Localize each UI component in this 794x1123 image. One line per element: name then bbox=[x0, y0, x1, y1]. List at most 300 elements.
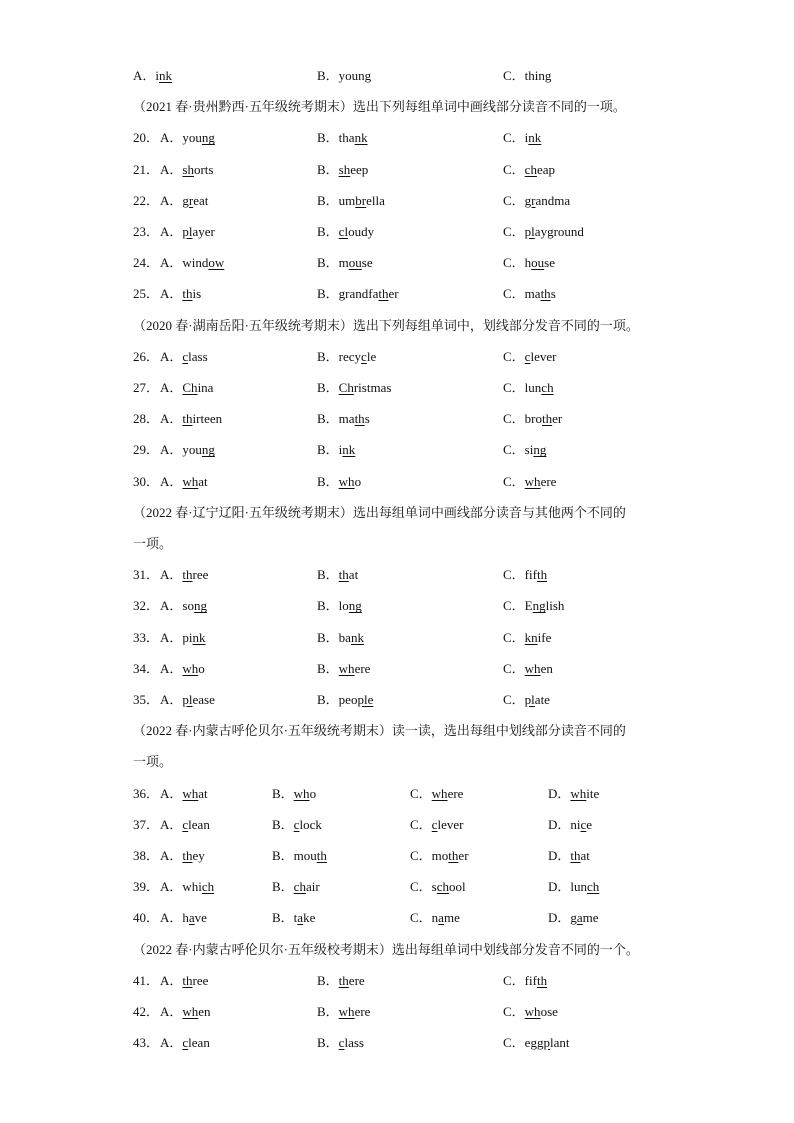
option-letter: B． bbox=[317, 567, 339, 583]
underlined-part: wh bbox=[338, 660, 355, 676]
option-letter: B． bbox=[272, 879, 294, 895]
underlined-part: p bbox=[543, 1035, 550, 1051]
underlined-part: th bbox=[182, 972, 193, 988]
question-row bbox=[0, 689, 794, 711]
word-part: me bbox=[582, 910, 599, 926]
answer-option bbox=[317, 970, 365, 992]
underlined-part: ple bbox=[357, 692, 374, 707]
word-part: ve bbox=[194, 910, 207, 926]
word-part: en bbox=[540, 660, 553, 676]
option-letter: A． bbox=[160, 1035, 183, 1051]
option-letter: B． bbox=[317, 629, 339, 645]
option-letter: A． bbox=[160, 660, 183, 676]
underlined-part: ou bbox=[531, 255, 545, 271]
question-row bbox=[0, 439, 794, 461]
underlined-part: wh bbox=[293, 785, 310, 801]
option-letter: C． bbox=[503, 161, 525, 177]
underlined-part: th bbox=[316, 848, 327, 863]
word-part: lun bbox=[570, 879, 588, 895]
option-letter: B． bbox=[317, 161, 339, 177]
answer-option bbox=[133, 65, 172, 87]
answer-option bbox=[317, 595, 362, 617]
word-part: h bbox=[524, 255, 532, 271]
underlined-part: ch bbox=[201, 879, 215, 895]
word-part: is bbox=[192, 286, 202, 302]
underlined-part: wh bbox=[182, 473, 199, 489]
section-heading: 一项。 bbox=[133, 536, 173, 551]
answer-option bbox=[317, 1032, 364, 1054]
answer-option bbox=[160, 471, 208, 493]
question-number: 39． bbox=[133, 879, 160, 895]
answer-option bbox=[160, 845, 205, 867]
word-part: ni bbox=[570, 816, 581, 832]
answer-option bbox=[160, 595, 207, 617]
answer-option bbox=[272, 907, 315, 929]
underlined-part: a bbox=[576, 910, 583, 926]
word-part: orts bbox=[193, 161, 214, 177]
answer-option bbox=[503, 127, 541, 149]
underlined-part: c bbox=[524, 348, 531, 364]
question-number: 21． bbox=[133, 161, 160, 177]
question-number: 37． bbox=[133, 816, 160, 832]
underlined-part: wh bbox=[338, 1004, 355, 1019]
word-part: peo bbox=[338, 692, 358, 707]
option-letter: C． bbox=[503, 1004, 525, 1019]
word-part: ool bbox=[449, 879, 466, 895]
underlined-part: c bbox=[338, 1035, 345, 1051]
word-part: i bbox=[338, 442, 343, 458]
option-letter: C． bbox=[410, 816, 432, 832]
question-number: 43． bbox=[133, 1035, 160, 1051]
section-heading-line bbox=[0, 751, 794, 773]
answer-option bbox=[503, 471, 556, 493]
answer-option bbox=[317, 127, 368, 149]
answer-option bbox=[317, 627, 364, 649]
word-part: ate bbox=[534, 692, 550, 707]
underlined-part: ch bbox=[524, 161, 537, 177]
option-letter: C． bbox=[503, 598, 525, 614]
option-letter: D． bbox=[548, 879, 571, 895]
word-part: andma bbox=[535, 192, 571, 208]
options-row bbox=[0, 65, 794, 87]
question-row bbox=[0, 1001, 794, 1023]
word-part: ife bbox=[537, 629, 552, 645]
question-row bbox=[0, 252, 794, 274]
word-part: o bbox=[309, 785, 317, 801]
underlined-part: th bbox=[540, 286, 551, 302]
underlined-part: th bbox=[570, 848, 581, 863]
answer-option bbox=[160, 283, 201, 305]
word-part: lass bbox=[344, 1035, 364, 1051]
underlined-part: ng bbox=[533, 442, 547, 458]
answer-option bbox=[317, 689, 373, 711]
word-part: i bbox=[524, 130, 529, 146]
option-letter: D． bbox=[548, 848, 571, 863]
question-row bbox=[0, 627, 794, 649]
underlined-part: ng bbox=[201, 442, 215, 458]
word-part: air bbox=[305, 879, 320, 895]
option-letter: C． bbox=[503, 68, 525, 83]
underlined-part: ng bbox=[193, 598, 207, 614]
answer-option bbox=[317, 221, 374, 243]
option-letter: B． bbox=[272, 816, 294, 832]
question-number: 23． bbox=[133, 224, 160, 239]
question-row bbox=[0, 783, 794, 805]
word-part: lun bbox=[524, 380, 542, 395]
word-part: n bbox=[431, 910, 439, 926]
option-letter: A． bbox=[160, 910, 183, 926]
answer-option bbox=[317, 252, 373, 274]
option-letter: B． bbox=[317, 348, 339, 364]
question-row bbox=[0, 845, 794, 867]
underlined-part: wh bbox=[524, 660, 541, 676]
option-letter: B． bbox=[317, 130, 339, 146]
answer-option bbox=[317, 346, 376, 368]
word-part: ina bbox=[197, 380, 214, 395]
underlined-part: nk bbox=[192, 629, 206, 645]
word-part: ease bbox=[192, 692, 215, 707]
underlined-part: nk bbox=[342, 442, 356, 458]
word-part: ere bbox=[447, 785, 464, 801]
section-heading-line bbox=[0, 96, 794, 118]
answer-option bbox=[160, 1001, 211, 1023]
section-heading: （2022 春·内蒙古呼伦贝尔·五年级校考期末）选出每组单词中划线部分发音不同的一个。 bbox=[133, 941, 639, 957]
word-part: ma bbox=[338, 411, 355, 427]
question-number: 22． bbox=[133, 192, 160, 208]
underlined-part: th bbox=[182, 411, 193, 427]
answer-option bbox=[503, 346, 556, 368]
answer-option bbox=[317, 65, 371, 87]
option-letter: C． bbox=[503, 692, 525, 707]
word-part: ella bbox=[366, 192, 385, 208]
option-letter: C． bbox=[503, 130, 525, 146]
word-part: ke bbox=[303, 910, 316, 926]
underlined-part: gr bbox=[524, 192, 536, 208]
option-letter: A． bbox=[160, 255, 183, 271]
word-part: tha bbox=[338, 130, 355, 146]
answer-option bbox=[160, 970, 208, 992]
word-part: you bbox=[182, 130, 202, 146]
underlined-part: nk bbox=[528, 130, 542, 146]
word-part: er bbox=[388, 286, 399, 302]
answer-option bbox=[160, 346, 208, 368]
answer-option bbox=[317, 471, 361, 493]
word-part: m bbox=[338, 255, 349, 271]
question-number: 30． bbox=[133, 473, 160, 489]
word-part: recy bbox=[338, 348, 362, 364]
answer-option bbox=[160, 159, 213, 181]
option-letter: B． bbox=[272, 848, 294, 863]
option-letter: B． bbox=[317, 1004, 339, 1019]
word-part: o bbox=[354, 473, 362, 489]
option-letter: C． bbox=[503, 286, 525, 302]
option-letter: B． bbox=[317, 192, 339, 208]
option-letter: C． bbox=[503, 629, 525, 645]
word-part: eap bbox=[536, 161, 555, 177]
answer-option bbox=[272, 876, 320, 898]
word-part: e bbox=[586, 816, 593, 832]
option-letter: B． bbox=[317, 692, 339, 707]
option-letter: A． bbox=[160, 848, 183, 863]
answer-option bbox=[317, 283, 399, 305]
word-part: si bbox=[524, 442, 534, 458]
word-part: g bbox=[570, 910, 577, 926]
underlined-part: th bbox=[182, 848, 193, 863]
underlined-part: c bbox=[431, 816, 438, 832]
question-row bbox=[0, 190, 794, 212]
option-letter: A． bbox=[160, 161, 183, 177]
section-heading-line bbox=[0, 502, 794, 524]
question-row bbox=[0, 970, 794, 992]
underlined-part: c bbox=[580, 816, 587, 832]
answer-option bbox=[410, 814, 463, 836]
option-letter: A． bbox=[160, 348, 183, 364]
underlined-part: th bbox=[338, 972, 349, 988]
question-number: 24． bbox=[133, 255, 160, 271]
underlined-part: ou bbox=[348, 255, 362, 271]
underlined-part: ow bbox=[208, 255, 225, 271]
question-number: 33． bbox=[133, 629, 160, 645]
section-heading: （2022 春·内蒙古呼伦贝尔·五年级统考期末）读一读，选出每组中划线部分读音不同的 bbox=[133, 723, 626, 739]
underlined-part: th bbox=[182, 286, 193, 302]
answer-option bbox=[548, 783, 599, 805]
option-letter: A． bbox=[160, 380, 183, 395]
answer-option bbox=[548, 845, 590, 867]
word-part: egg bbox=[524, 1035, 544, 1051]
word-part: at bbox=[348, 567, 359, 583]
word-part: pi bbox=[182, 629, 193, 645]
answer-option bbox=[503, 689, 550, 711]
question-row bbox=[0, 876, 794, 898]
answer-option bbox=[317, 190, 385, 212]
underlined-part: th bbox=[182, 567, 193, 583]
option-letter: C． bbox=[503, 660, 525, 676]
question-number: 31． bbox=[133, 567, 160, 583]
word-part: thing bbox=[524, 68, 552, 83]
option-letter: C． bbox=[410, 910, 432, 926]
question-row bbox=[0, 377, 794, 399]
word-part: lever bbox=[530, 348, 557, 364]
answer-option bbox=[160, 1032, 210, 1054]
word-part: grandfa bbox=[338, 286, 379, 302]
section-heading: （2020 春·湖南岳阳·五年级统考期末）选出下列每组单词中，划线部分发音不同的一项。 bbox=[133, 317, 639, 333]
underlined-part: pl bbox=[524, 224, 535, 239]
option-letter: C． bbox=[410, 785, 432, 801]
word-part: ose bbox=[540, 1004, 558, 1019]
underlined-part: nk bbox=[350, 629, 364, 645]
answer-option bbox=[160, 377, 213, 399]
underlined-part: Ch bbox=[338, 380, 354, 395]
option-letter: B． bbox=[272, 910, 294, 926]
word-part: mou bbox=[293, 848, 317, 863]
underlined-part: c bbox=[182, 816, 189, 832]
answer-option bbox=[503, 658, 553, 680]
option-letter: B． bbox=[317, 380, 339, 395]
answer-option bbox=[160, 814, 210, 836]
option-letter: C． bbox=[503, 972, 525, 988]
underlined-part: th bbox=[448, 848, 459, 863]
underlined-part: cl bbox=[338, 224, 349, 239]
word-part: young bbox=[338, 68, 372, 83]
answer-option bbox=[503, 1001, 558, 1023]
answer-option bbox=[410, 907, 460, 929]
option-letter: C． bbox=[503, 255, 525, 271]
answer-option bbox=[503, 1032, 569, 1054]
word-part: whi bbox=[182, 879, 202, 895]
answer-option bbox=[317, 159, 368, 181]
underlined-part: th bbox=[536, 972, 548, 988]
word-part: um bbox=[338, 192, 356, 208]
underlined-part: wh bbox=[570, 785, 587, 801]
option-letter: B． bbox=[317, 473, 339, 489]
word-part: bro bbox=[524, 411, 543, 427]
section-heading: （2022 春·辽宁辽阳·五年级统考期末）选出每组单词中画线部分读音与其他两个不同的 bbox=[133, 504, 626, 520]
option-letter: B． bbox=[317, 68, 339, 83]
option-letter: A． bbox=[133, 68, 156, 83]
option-letter: C． bbox=[503, 411, 525, 427]
answer-option bbox=[317, 564, 358, 586]
underlined-part: th bbox=[378, 286, 389, 302]
option-letter: B． bbox=[272, 785, 294, 801]
option-letter: C． bbox=[503, 1035, 525, 1051]
underlined-part: th bbox=[338, 567, 349, 583]
underlined-part: gr bbox=[182, 192, 194, 208]
question-number: 26． bbox=[133, 348, 160, 364]
section-heading-line bbox=[0, 533, 794, 555]
question-row bbox=[0, 564, 794, 586]
word-part: t bbox=[293, 910, 298, 926]
word-part: eat bbox=[193, 192, 209, 208]
answer-option bbox=[503, 564, 547, 586]
answer-option bbox=[503, 627, 551, 649]
option-letter: A． bbox=[160, 692, 183, 707]
word-part: at bbox=[198, 785, 208, 801]
answer-option bbox=[160, 221, 215, 243]
answer-option bbox=[160, 907, 207, 929]
word-part: lant bbox=[549, 1035, 570, 1051]
word-part: ree bbox=[192, 972, 209, 988]
word-part: se bbox=[361, 255, 373, 271]
option-letter: A． bbox=[160, 1004, 183, 1019]
answer-option bbox=[160, 627, 206, 649]
underlined-part: wh bbox=[431, 785, 448, 801]
answer-option bbox=[317, 439, 355, 461]
word-part: o bbox=[198, 660, 205, 676]
word-part: le bbox=[366, 348, 377, 364]
question-number: 32． bbox=[133, 598, 160, 614]
option-letter: A． bbox=[160, 442, 183, 458]
word-part: s bbox=[550, 286, 556, 302]
word-part: h bbox=[182, 910, 189, 926]
underlined-part: ch bbox=[541, 380, 554, 395]
question-row bbox=[0, 346, 794, 368]
answer-option bbox=[317, 377, 391, 399]
option-letter: D． bbox=[548, 910, 571, 926]
word-part: ayer bbox=[192, 224, 215, 239]
option-letter: A． bbox=[160, 879, 183, 895]
option-letter: B． bbox=[317, 255, 339, 271]
word-part: lish bbox=[545, 598, 565, 614]
answer-option bbox=[160, 252, 224, 274]
option-letter: A． bbox=[160, 785, 183, 801]
underlined-part: wh bbox=[182, 660, 199, 676]
question-number: 28． bbox=[133, 411, 160, 427]
word-part: me bbox=[443, 910, 460, 926]
question-number: 27． bbox=[133, 380, 160, 395]
option-letter: A． bbox=[160, 224, 183, 239]
answer-option bbox=[503, 595, 564, 617]
question-row bbox=[0, 283, 794, 305]
answer-option bbox=[272, 783, 316, 805]
answer-option bbox=[503, 65, 551, 87]
word-part: er bbox=[458, 848, 469, 863]
option-letter: A． bbox=[160, 816, 183, 832]
word-part: E bbox=[524, 598, 533, 614]
option-letter: D． bbox=[548, 816, 571, 832]
underlined-part: ng bbox=[532, 598, 546, 614]
option-letter: C． bbox=[503, 473, 525, 489]
answer-option bbox=[160, 190, 208, 212]
answer-option bbox=[503, 190, 570, 212]
question-number: 20． bbox=[133, 130, 160, 146]
word-part: lean bbox=[188, 1035, 210, 1051]
word-part: ite bbox=[586, 785, 600, 801]
word-part: ere bbox=[540, 473, 557, 489]
underlined-part: kn bbox=[524, 629, 538, 645]
question-row bbox=[0, 595, 794, 617]
word-part: fif bbox=[524, 567, 537, 583]
word-part: at bbox=[198, 473, 208, 489]
answer-option bbox=[272, 814, 322, 836]
underlined-part: ch bbox=[587, 879, 600, 895]
answer-option bbox=[503, 283, 556, 305]
answer-option bbox=[410, 783, 463, 805]
answer-option bbox=[503, 377, 554, 399]
underlined-part: wh bbox=[524, 473, 541, 489]
answer-option bbox=[503, 439, 546, 461]
option-letter: B． bbox=[317, 411, 339, 427]
underlined-part: br bbox=[355, 192, 367, 208]
option-letter: C． bbox=[503, 442, 525, 458]
answer-option bbox=[160, 658, 205, 680]
word-part: ere bbox=[354, 660, 371, 676]
word-part: so bbox=[182, 598, 194, 614]
answer-option bbox=[503, 408, 562, 430]
question-number: 36． bbox=[133, 785, 160, 801]
word-part: lo bbox=[338, 598, 349, 614]
word-part: ba bbox=[338, 629, 351, 645]
word-part: en bbox=[198, 1004, 211, 1019]
question-number: 34． bbox=[133, 660, 160, 676]
underlined-part: ng bbox=[201, 130, 215, 146]
word-part: irteen bbox=[192, 411, 223, 427]
question-row bbox=[0, 814, 794, 836]
answer-option bbox=[160, 127, 215, 149]
question-row bbox=[0, 221, 794, 243]
word-part: ere bbox=[354, 1004, 371, 1019]
underlined-part: ch bbox=[436, 879, 450, 895]
word-part: mo bbox=[431, 848, 449, 863]
underlined-part: pl bbox=[182, 224, 193, 239]
option-letter: C． bbox=[503, 567, 525, 583]
word-part: ristmas bbox=[353, 380, 392, 395]
answer-option bbox=[503, 221, 584, 243]
word-part: lock bbox=[299, 816, 322, 832]
question-number: 40． bbox=[133, 910, 160, 926]
underlined-part: pl bbox=[524, 692, 535, 707]
option-letter: B． bbox=[317, 598, 339, 614]
underlined-part: wh bbox=[524, 1004, 541, 1019]
